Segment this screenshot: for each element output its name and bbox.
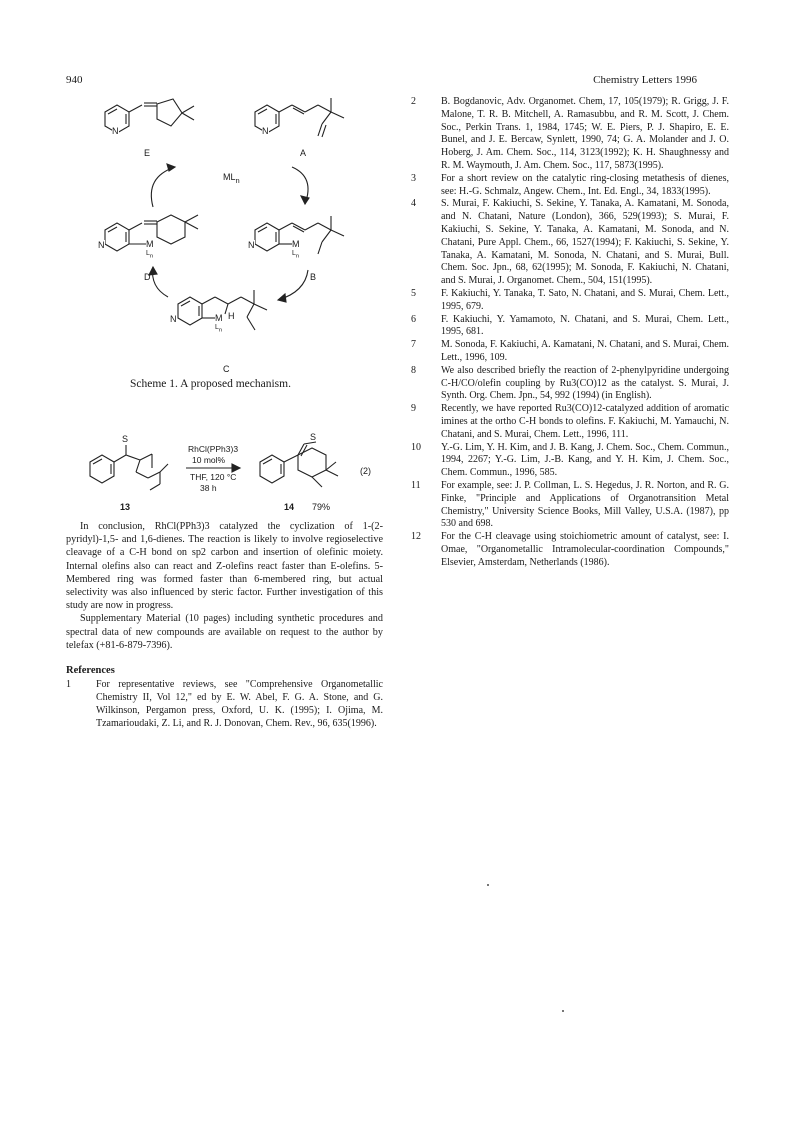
- reference-10: 10 Y.-G. Lim, Y. H. Kim, and J. B. Kang, J. Chem. Soc., Chem. Commun., 1994, 2267; Y.-G. Lim, J.-B. Kang, and Y. H. Kim, J. Chem. Soc., Chem. Commun., 1996, 585.: [411, 441, 729, 479]
- metal-D: M: [146, 239, 154, 249]
- structure-C: [178, 290, 267, 330]
- conditions-label: THF, 120 °C: [190, 472, 237, 482]
- compound-13-label: 13: [120, 502, 131, 512]
- reference-5: 5 F. Kakiuchi, Y. Tanaka, T. Sato, N. Chatani, and S. Murai, Chem. Lett., 1995, 679.: [411, 287, 729, 312]
- label-C: C: [223, 364, 230, 374]
- ligand-C: $L_n$: [215, 324, 223, 334]
- ligand-D: $L_n$: [146, 250, 154, 260]
- reference-11: 11 For example, see: J. P. Collman, L. S. Hegedus, J. R. Norton, and R. G. Finke, "Principle and Applications of Organotransition Metal Chemistry," University Science Books, Mill Valley, U.S.A. (1987), pp 530 and 698.: [411, 479, 729, 530]
- supplementary-paragraph: Supplementary Material (10 pages) including synthetic procedures and spectral data of new compounds are available on request to the author by telefax (+81-6-879-7396).: [66, 613, 383, 651]
- label-D: D: [144, 272, 151, 282]
- reference-1: 1 For representative reviews, see "Comprehensive Organometallic Chemistry II, Vol 12," ed by E. W. Abel, F. G. A. Stone, and G. Wilkinson, Pergamon press, Oxford, U. K. (1995); I. Ojima, M. Tzamarioudaki, Z. Li, and R. J. Donovan, Chem. Rev., 96, 635(1996).: [66, 679, 383, 729]
- equation-2: [60, 432, 390, 518]
- scan-speck: [487, 884, 489, 886]
- loading-label: 10 mol%: [192, 455, 226, 465]
- reagent-label: RhCl(PPh3)3: [188, 444, 239, 454]
- metal-B: M: [292, 239, 300, 249]
- reference-3: 3 For a short review on the catalytic ring-closing metathesis of dienes, see: H.-G. Schmalz, Angew. Chem., Int. Ed. Engl., 34, 1833(1995).: [411, 172, 729, 197]
- n-atom-B: N: [248, 240, 255, 250]
- reference-list: [407, 96, 729, 569]
- scheme-caption: Scheme 1. A proposed mechanism.: [130, 378, 291, 390]
- scan-speck: [562, 1010, 564, 1012]
- label-A: A: [300, 148, 307, 158]
- left-column: [66, 520, 383, 730]
- metal-C: M: [215, 313, 223, 323]
- reference-6: 6 F. Kakiuchi, Y. Yamamoto, N. Chatani, and S. Murai, Chem. Lett., 1995, 681.: [411, 313, 729, 338]
- reference-12: 12 For the C-H cleavage using stoichiometric amount of catalyst, see: I. Omae, "Organometallic Intramolecular-coordination Compounds," Elsevier, Amsterdam, Netherlands (1986).: [411, 531, 729, 568]
- ligand-B: $L_n$: [292, 250, 300, 260]
- references-heading: References: [66, 665, 115, 677]
- structure-B: [255, 216, 344, 254]
- page-number: 940: [66, 74, 83, 86]
- n-atom-A: N: [262, 126, 269, 136]
- n-atom-E: N: [112, 126, 119, 136]
- reference-4: 4 S. Murai, F. Kakiuchi, S. Sekine, Y. Tanaka, A. Kamatani, M. Sonoda, and N. Chatani, Nature (London), 366, 529(1993); S. Murai, F. Kakiuchi, S. Sekine, Y. Tanaka, A. Kamatani, M. Sonoda, and N. Chatani, Pure Appl. Chem., 66, 1527(1994); F. Kakiuchi, S. Sekine, Y. Tanaka, A. Kamatani, M. Sonoda, N. Chatani, and S. Murai, Bull. Chem. Soc. Jpn., 68, 62(1995); M. Sonoda, F. Kakiuchi, N. Chatani, and S. Murai, J. Organomet. Chem., 504, 151(1995).: [411, 198, 729, 287]
- label-B: B: [310, 272, 317, 282]
- mechanism-diagram: [60, 92, 382, 382]
- reference-9: 9 Recently, we have reported Ru3(CO)12-catalyzed addition of aromatic imines at the ortho C-H bonds to olefins. F. Kakiuchi, M. Yamauchi, N. Chatani, and S. Murai, Chem. Lett., 1996, 111.: [411, 403, 729, 440]
- hydride-C: H: [228, 311, 235, 321]
- conclusion-paragraph: In conclusion, RhCl(PPh3)3 catalyzed the cyclization of 1-(2-pyridyl)-1,5- and 1,6-dienes. The reaction is likely to involve regioselective cleavage of a C-H bond on sp2 carbon and insertion of olefinic moiety. Internal olefins also can react and Z-olefins react faster than E-olefins. 5-Membered ring was formed faster than 6-membered ring, but actual selectivity was also influenced by steric factor. Further investigation of this study are now in progress.: [66, 521, 383, 612]
- yield-label: 79%: [312, 502, 331, 512]
- compound-14-label: 14: [284, 502, 295, 512]
- equation-number: (2): [360, 466, 371, 476]
- n-atom-D: N: [98, 240, 105, 250]
- reference-8: 8 We also described briefly the reaction of 2-phenylpyridine undergoing C-H/CO/olefin coupling by Ru3(CO)12 as the catalyst. S. Murai, J. Synth. Org. Chem. Jpn., 54, 992 (1994) (in English).: [411, 364, 729, 402]
- time-label: 38 h: [200, 483, 217, 493]
- journal-header: Chemistry Letters 1996: [593, 74, 697, 86]
- n-atom-C: N: [170, 314, 177, 324]
- label-E: E: [144, 148, 151, 158]
- sulfur-product: S: [310, 432, 317, 442]
- scheme-mechanism: [60, 92, 382, 412]
- reference-7: 7 M. Sonoda, F. Kakiuchi, A. Kamatani, N. Chatani, and S. Murai, Chem. Lett., 1996, 109.: [411, 339, 729, 363]
- catalyst-label: $ML_n$: [223, 172, 240, 185]
- sulfur-substrate: S: [122, 434, 129, 444]
- reference-2: 2 B. Bogdanovic, Adv. Organomet. Chem, 17, 105(1979); R. Grigg, J. F. Malone, T. R. B. Mitchell, A. Ramasubbu, and R. M. Scott, J. Chem. Soc., Perkin Trans. 1, 1984, 1745; W. E. Piers, P. J. Shapiro, E. E. Bunel, and J. E. Bercaw, Synlett, 1990, 74; G. A. Molander and J. O. Hoberg, J. Am. Chem. Soc., 114, 3123(1992); K. H. Shaughnessy and R. M. Waymouth, J. Am. Chem. Soc., 117, 5873(1995).: [411, 96, 729, 171]
